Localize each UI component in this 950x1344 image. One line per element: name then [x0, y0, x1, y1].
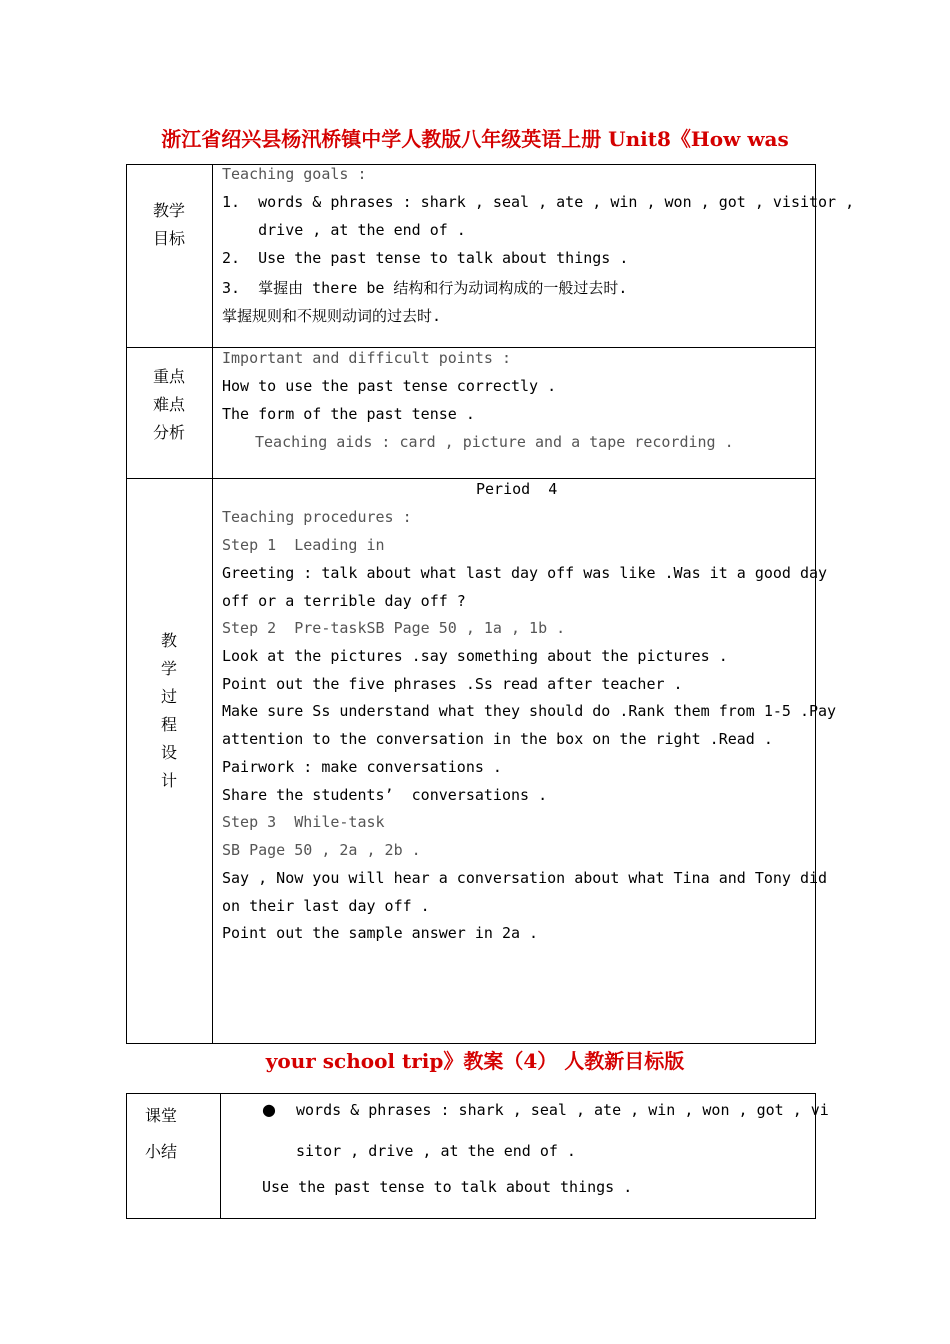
summary-label-line2: 小结: [144, 1142, 177, 1161]
key-points-label: [126, 363, 212, 447]
procedures-header: Teaching procedures :: [222, 508, 412, 526]
table-column-divider: [220, 1093, 221, 1218]
process-line: Point out the sample answer in 2a .: [222, 924, 539, 942]
page-title-line2: your school trip》教案（4） 人教新目标版: [265, 1049, 685, 1073]
process-line: Say , Now you will hear a conversation about what Tina and Tony did: [222, 869, 828, 887]
goals-line: 3. 掌握由 there be 结构和行为动词构成的一般过去时.: [222, 279, 628, 297]
goals-label-line2: 目标: [152, 229, 185, 248]
process-label: [126, 627, 212, 795]
goals-label-line1: 教学: [152, 201, 185, 220]
summary-line: words & phrases : shark , seal , ate , win , won , got , vi: [296, 1101, 829, 1119]
goals-line: 2. Use the past tense to talk about things .: [222, 249, 629, 267]
key-points-label-line3: 分析: [152, 423, 185, 442]
process-line: off or a terrible day off ?: [222, 592, 466, 610]
process-line: Look at the pictures .say something about the pictures .: [222, 647, 728, 665]
key-points-label-line1: 重点: [152, 367, 185, 386]
period-heading: Period 4: [476, 480, 558, 498]
key-points-header: Important and difficult points :: [222, 349, 511, 367]
row-divider: [126, 478, 815, 479]
goals-line: drive , at the end of .: [222, 221, 466, 239]
teaching-aids: Teaching aids : card , picture and a tape recording .: [255, 433, 734, 451]
step-heading: Step 3 While-task: [222, 813, 385, 831]
summary-line: sitor , drive , at the end of .: [296, 1142, 576, 1160]
key-points-label-line2: 难点: [152, 395, 185, 414]
process-label-char: 程: [160, 715, 177, 734]
process-label-char: 设: [160, 743, 177, 762]
summary-label: [126, 1098, 196, 1170]
key-points-line: How to use the past tense correctly .: [222, 377, 557, 395]
process-label-char: 计: [160, 771, 177, 790]
process-label-char: 教: [160, 631, 177, 650]
goals-label: [126, 197, 212, 253]
row-divider: [126, 347, 815, 348]
process-label-char: 过: [160, 687, 177, 706]
process-label-char: 学: [160, 659, 177, 678]
table-column-divider: [212, 164, 213, 1043]
key-points-line: The form of the past tense .: [222, 405, 475, 423]
summary-line: Use the past tense to talk about things .: [262, 1178, 633, 1196]
process-line: Share the students’ conversations .: [222, 786, 548, 804]
goals-header: Teaching goals :: [222, 165, 367, 183]
page-title-line1: 浙江省绍兴县杨汛桥镇中学人教版八年级英语上册 Unit8《How was: [161, 127, 789, 151]
step-heading: Step 2 Pre-taskSB Page 50 , 1a , 1b .: [222, 619, 566, 637]
process-line: Pairwork : make conversations .: [222, 758, 502, 776]
process-line: on their last day off .: [222, 897, 430, 915]
process-line: Make sure Ss understand what they should do .Rank them from 1-5 .Pay: [222, 702, 837, 720]
process-line: Greeting : talk about what last day off was like .Was it a good day: [222, 564, 828, 582]
process-line: attention to the conversation in the box on the right .Read .: [222, 730, 773, 748]
process-line: Point out the five phrases .Ss read after teacher .: [222, 675, 683, 693]
goals-line: 掌握规则和不规则动词的过去时.: [222, 307, 442, 325]
process-line: SB Page 50 , 2a , 2b .: [222, 841, 421, 859]
goals-line: 1. words & phrases : shark , seal , ate , win , won , got , visitor ,: [222, 193, 855, 211]
summary-label-line1: 课堂: [144, 1106, 177, 1125]
step-heading: Step 1 Leading in: [222, 536, 385, 554]
bullet-icon: ●: [262, 1100, 276, 1119]
